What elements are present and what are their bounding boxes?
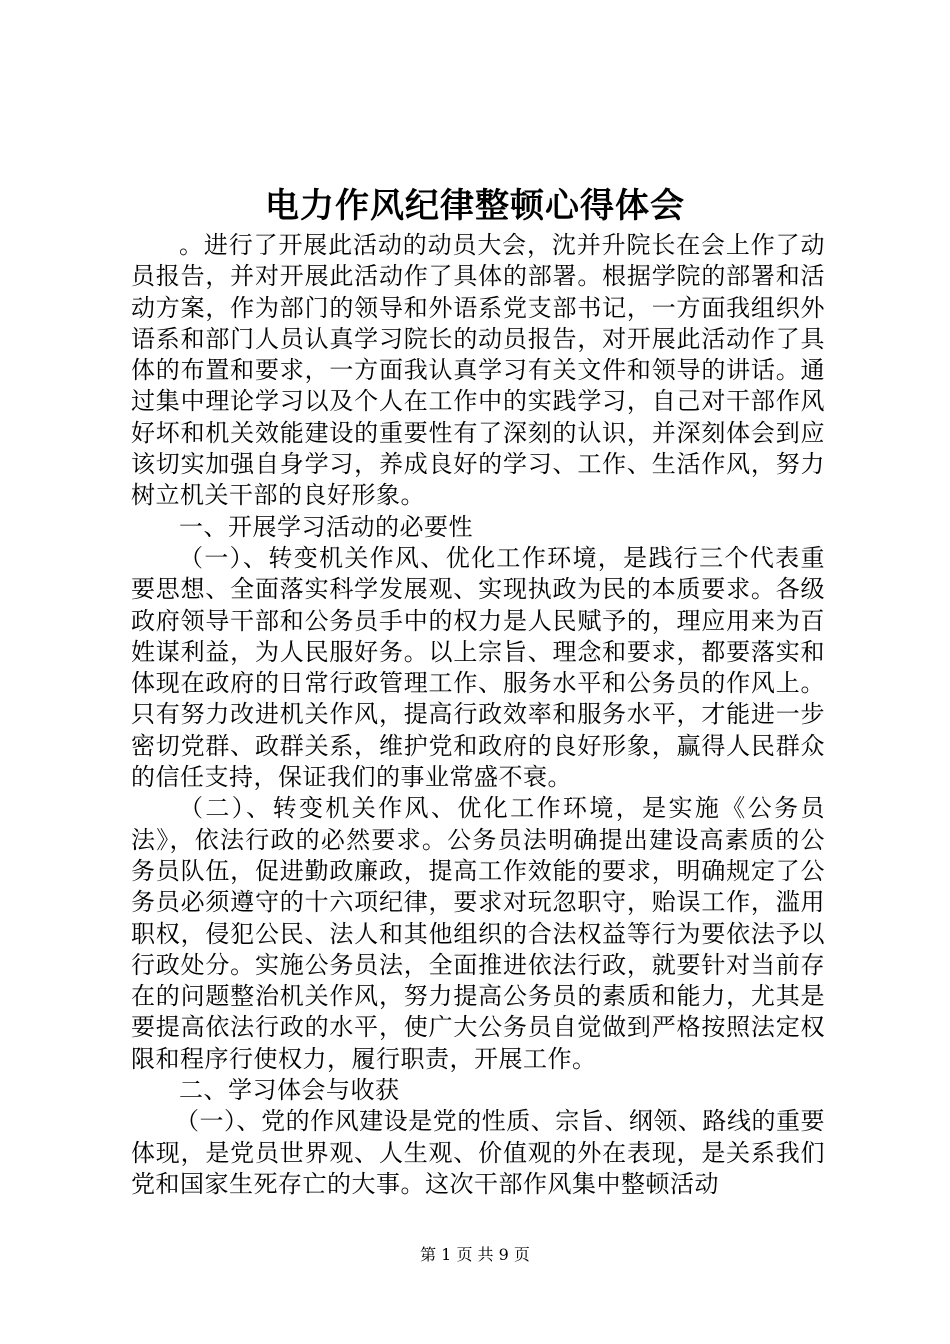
- section-heading: 二、学习体会与收获: [179, 1076, 400, 1105]
- body-paragraph: （一）、党的作风建设是党的性质、宗旨、纲领、路线的重要体现，是党员世界观、人生观、价值观的外在表现，是关系我们党和国家生死存亡的大事。这次干部作风集中整顿活动: [131, 1107, 825, 1198]
- body-paragraph: （二）、转变机关作风、优化工作环境，是实施《公务员法》，依法行政的必然要求。公务员法明确提出建设高素质的公务员队伍，促进勤政廉政，提高工作效能的要求，明确规定了公务员必须遵守的十六项纪律，要求对玩忽职守，贻误工作，滥用职权，侵犯公民、法人和其他组织的合法权益等行为要依法予以行政处分。实施公务员法，全面推进依法行政，就要针对当前存在的问题整治机关作风，努力提高公务员的素质和能力，尤其是要提高依法行政的水平，使广大公务员自觉做到严格按照法定权限和程序行使权力，履行职责，开展工作。: [131, 794, 825, 1073]
- section-heading: 一、开展学习活动的必要性: [179, 512, 473, 541]
- body-paragraph: 。进行了开展此活动的动员大会，沈并升院长在会上作了动员报告，并对开展此活动作了具体的部署。根据学院的部署和活动方案，作为部门的领导和外语系党支部书记，一方面我组织外语系和部门人员认真学习院长的动员报告，对开展此活动作了具体的布置和要求，一方面我认真学习有关文件和领导的讲话。通过集中理论学习以及个人在工作中的实践学习，自己对干部作风好坏和机关效能建设的重要性有了深刻的认识，并深刻体会到应该切实加强自身学习，养成良好的学习、工作、生活作风，努力树立机关干部的良好形象。: [131, 231, 825, 510]
- body-paragraph: （一）、转变机关作风、优化工作环境，是践行三个代表重要思想、全面落实科学发展观、实现执政为民的本质要求。各级政府领导干部和公务员手中的权力是人民赋予的，理应用来为百姓谋利益，为人民服好务。以上宗旨、理念和要求，都要落实和体现在政府的日常行政管理工作、服务水平和公务员的作风上。只有努力改进机关作风，提高行政效率和服务水平，才能进一步密切党群、政群关系，维护党和政府的良好形象，赢得人民群众的信任支持，保证我们的事业常盛不衰。: [131, 543, 825, 792]
- document-body: [131, 230, 825, 1200]
- document-title: 电力作风纪律整顿心得体会: [265, 186, 685, 226]
- page-number-footer: 第 1 页 共 9 页: [420, 1245, 530, 1264]
